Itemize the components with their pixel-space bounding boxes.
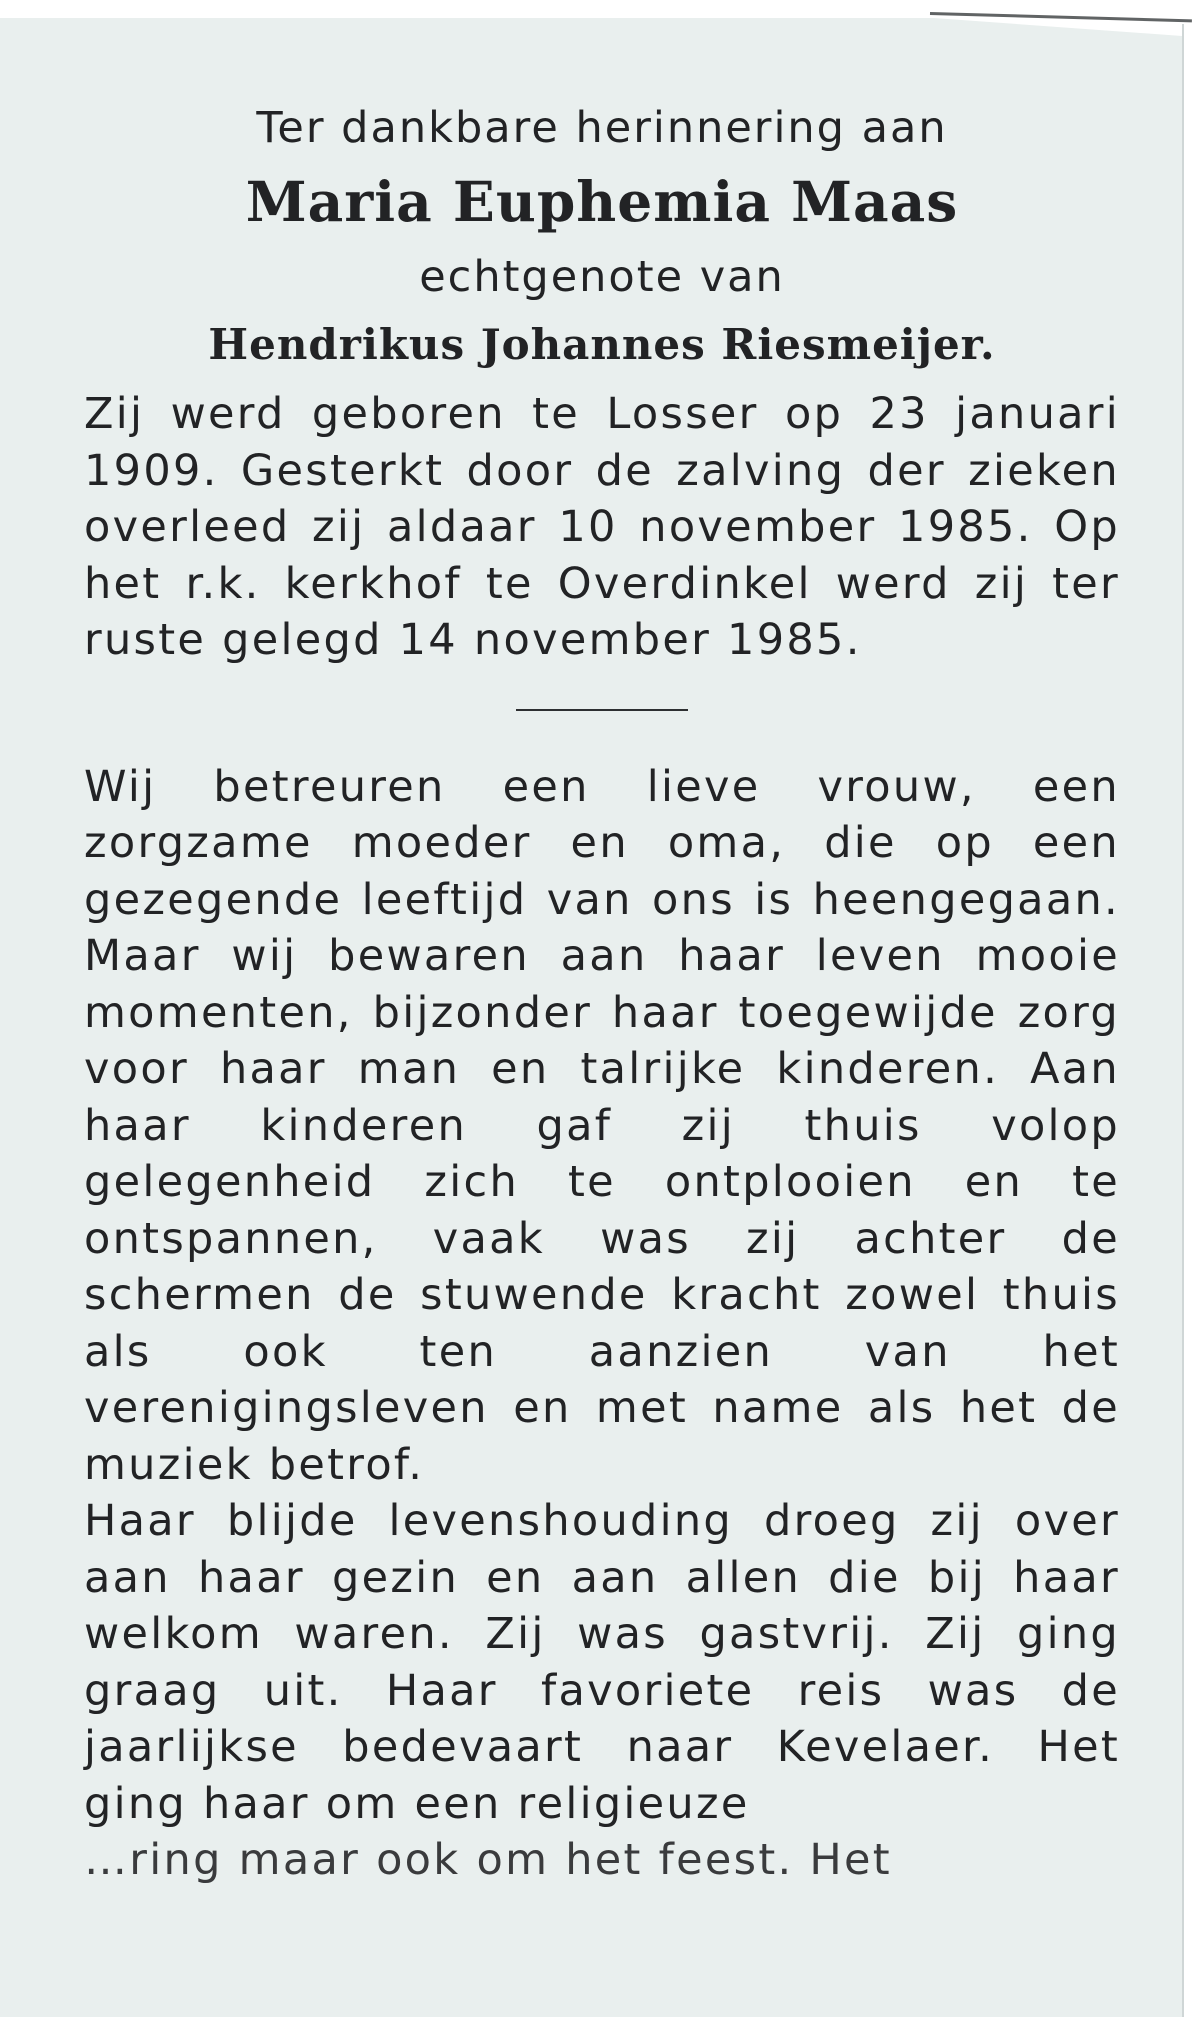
tribute-paragraph-2-cut-line: …ring maar ook om het feest. Het bbox=[84, 1835, 892, 1885]
heading: Ter dankbare herinnering aan bbox=[256, 103, 948, 153]
tribute-paragraph-1: Wij betreuren een lieve vrouw, een zorgzame moeder en oma, die op een gezegende leeftijd van ons is heengegaan. Maar wij bewaren aan haar leven mooie momenten, bijzonder haar toegewijde zorg voor haar man en talrijke kinderen. Aan haar kinderen gaf zij thuis volop gelegenheid zich te ontplooien en te ontspannen, vaak was zij achter de schermen de stuwende kracht zowel thuis als ook ten aanzien van het verenigingsleven en met name als het de muziek betrof. bbox=[84, 761, 1120, 1490]
deceased-name: Maria Euphemia Maas bbox=[245, 169, 959, 234]
card-right-edge bbox=[1182, 24, 1184, 2017]
spouse-intro: echtgenote van bbox=[419, 252, 785, 302]
tribute-paragraph-2: Haar blijde levenshouding droeg zij over aan haar gezin en aan allen die bij haar welkom waren. Zij was gastvrij. Zij ging graag uit. Haar favoriete reis was de jaarlijkse bedevaart naar Kevelaer. Het ging haar om een religieuze bbox=[84, 1496, 1120, 1829]
card-text bbox=[84, 96, 1120, 1889]
divider-rule bbox=[516, 709, 688, 711]
spouse-name: Hendrikus Johannes Riesmeijer. bbox=[208, 320, 996, 369]
biography-paragraph: Zij werd geboren te Losser op 23 januari 1909. Gesterkt door de zalving der zieken overleed zij aldaar 10 november 1985. Op het r.k. kerkhof te Overdinkel werd zij ter ruste gelegd 14 november 1985. bbox=[84, 389, 1120, 665]
